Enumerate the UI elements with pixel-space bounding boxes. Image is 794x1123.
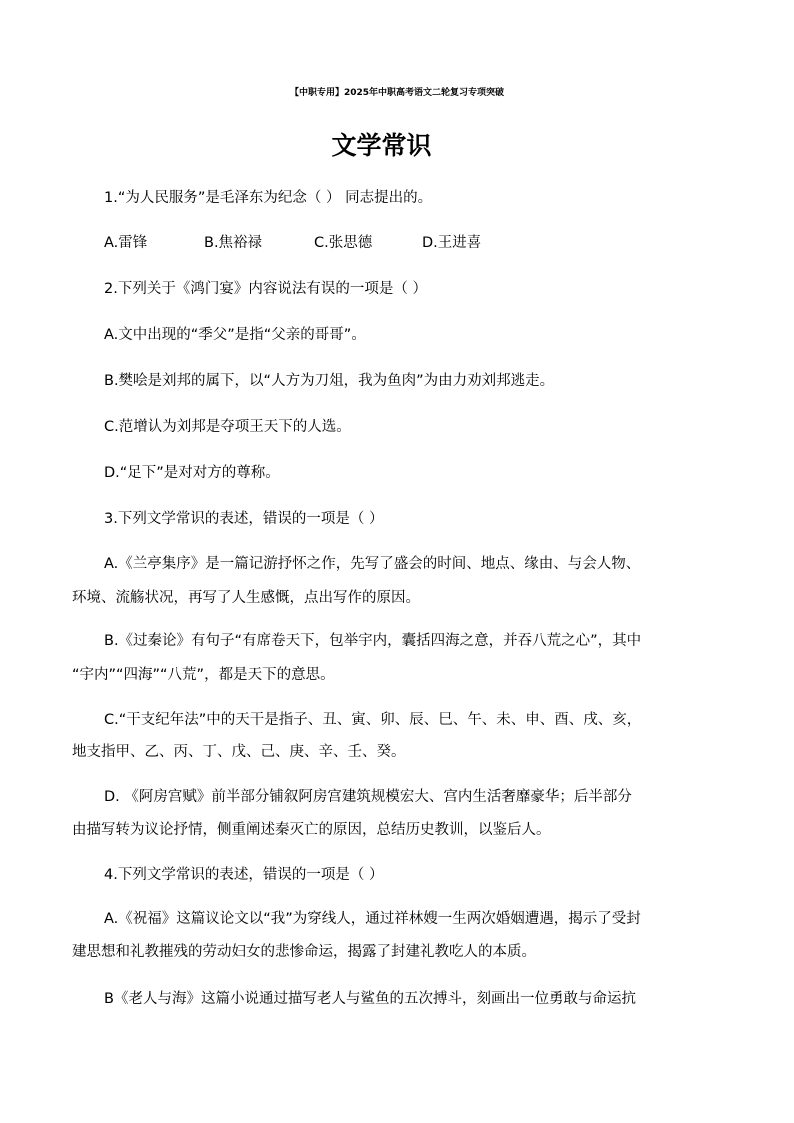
question-3-option-d-line-2: 由描写转为议论抒情，侧重阐述秦灭亡的原因，总结历史教训，以鉴后人。 [72, 822, 551, 838]
question-3-option-b-line-2: “宇内”“四海”“八荒”，都是天下的意思。 [72, 667, 335, 683]
question-3-option-a-line-2: 环境、流觞状况，再写了人生感慨，点出写作的原因。 [72, 590, 420, 606]
question-2-option-d: D.“足下”是对对方的尊称。 [104, 465, 280, 481]
question-3-option-a-line-1: A.《兰亭集序》是一篇记游抒怀之作，先写了盛会的时间、地点、缘由、与会人物、 [104, 556, 641, 572]
question-3-stem: 3.下列文学常识的表述，错误的一项是（ ） [104, 511, 384, 527]
question-4-option-b-line-1: B《老人与海》这篇小说通过描写老人与鲨鱼的五次搏斗，刻画出一位勇敢与命运抗 [104, 991, 636, 1007]
document-title: 【中职专用】2025年中职高考语文二轮复习专项突破 [289, 88, 505, 98]
question-2-option-c: C.范增认为刘邦是夺项王天下的人选。 [104, 419, 351, 435]
question-3-option-c-line-2: 地支指甲、乙、丙、丁、戊、己、庚、辛、壬、癸。 [72, 744, 406, 760]
question-3-option-d-line-1: D. 《阿房宫赋》前半部分铺叙阿房宫建筑规模宏大、宫内生活奢靡豪华；后半部分 [104, 789, 632, 805]
question-1-option-b: B.焦裕禄 [204, 235, 263, 251]
question-2-stem: 2.下列关于《鸿门宴》内容说法有误的一项是（ ） [104, 281, 427, 297]
question-3-option-b-line-1: B.《过秦论》有句子“有席卷天下，包举宇内，囊括四海之意，并吞八荒之心”，其中 [104, 633, 642, 649]
question-1-option-a: A.雷锋 [104, 235, 148, 251]
question-2-option-a: A.文中出现的“季父”是指“父亲的哥哥”。 [104, 327, 366, 343]
document-subtitle: 文学常识 [331, 131, 432, 160]
question-2-option-b: B.樊哙是刘邦的属下，以“人方为刀俎，我为鱼肉”为由力劝刘邦逃走。 [104, 373, 555, 389]
question-4-stem: 4.下列文学常识的表述，错误的一项是（ ） [104, 867, 384, 883]
question-1-option-c: C.张思德 [314, 235, 373, 251]
question-1-stem: 1.“为人民服务”是毛泽东为纪念（ ） 同志提出的。 [104, 190, 433, 206]
question-1-option-d: D.王进喜 [422, 235, 482, 251]
question-4-option-a-line-1: A.《祝福》这篇议论文以“我”为穿线人，通过祥林嫂一生两次婚姻遭遇，揭示了受封 [104, 911, 641, 927]
question-3-option-c-line-1: C.“干支纪年法”中的天干是指子、丑、寅、卯、辰、巳、午、未、申、酉、戌、亥， [104, 712, 642, 728]
question-4-option-a-line-2: 建思想和礼教摧残的劳动妇女的悲惨命运，揭露了封建礼教吃人的本质。 [72, 944, 536, 960]
